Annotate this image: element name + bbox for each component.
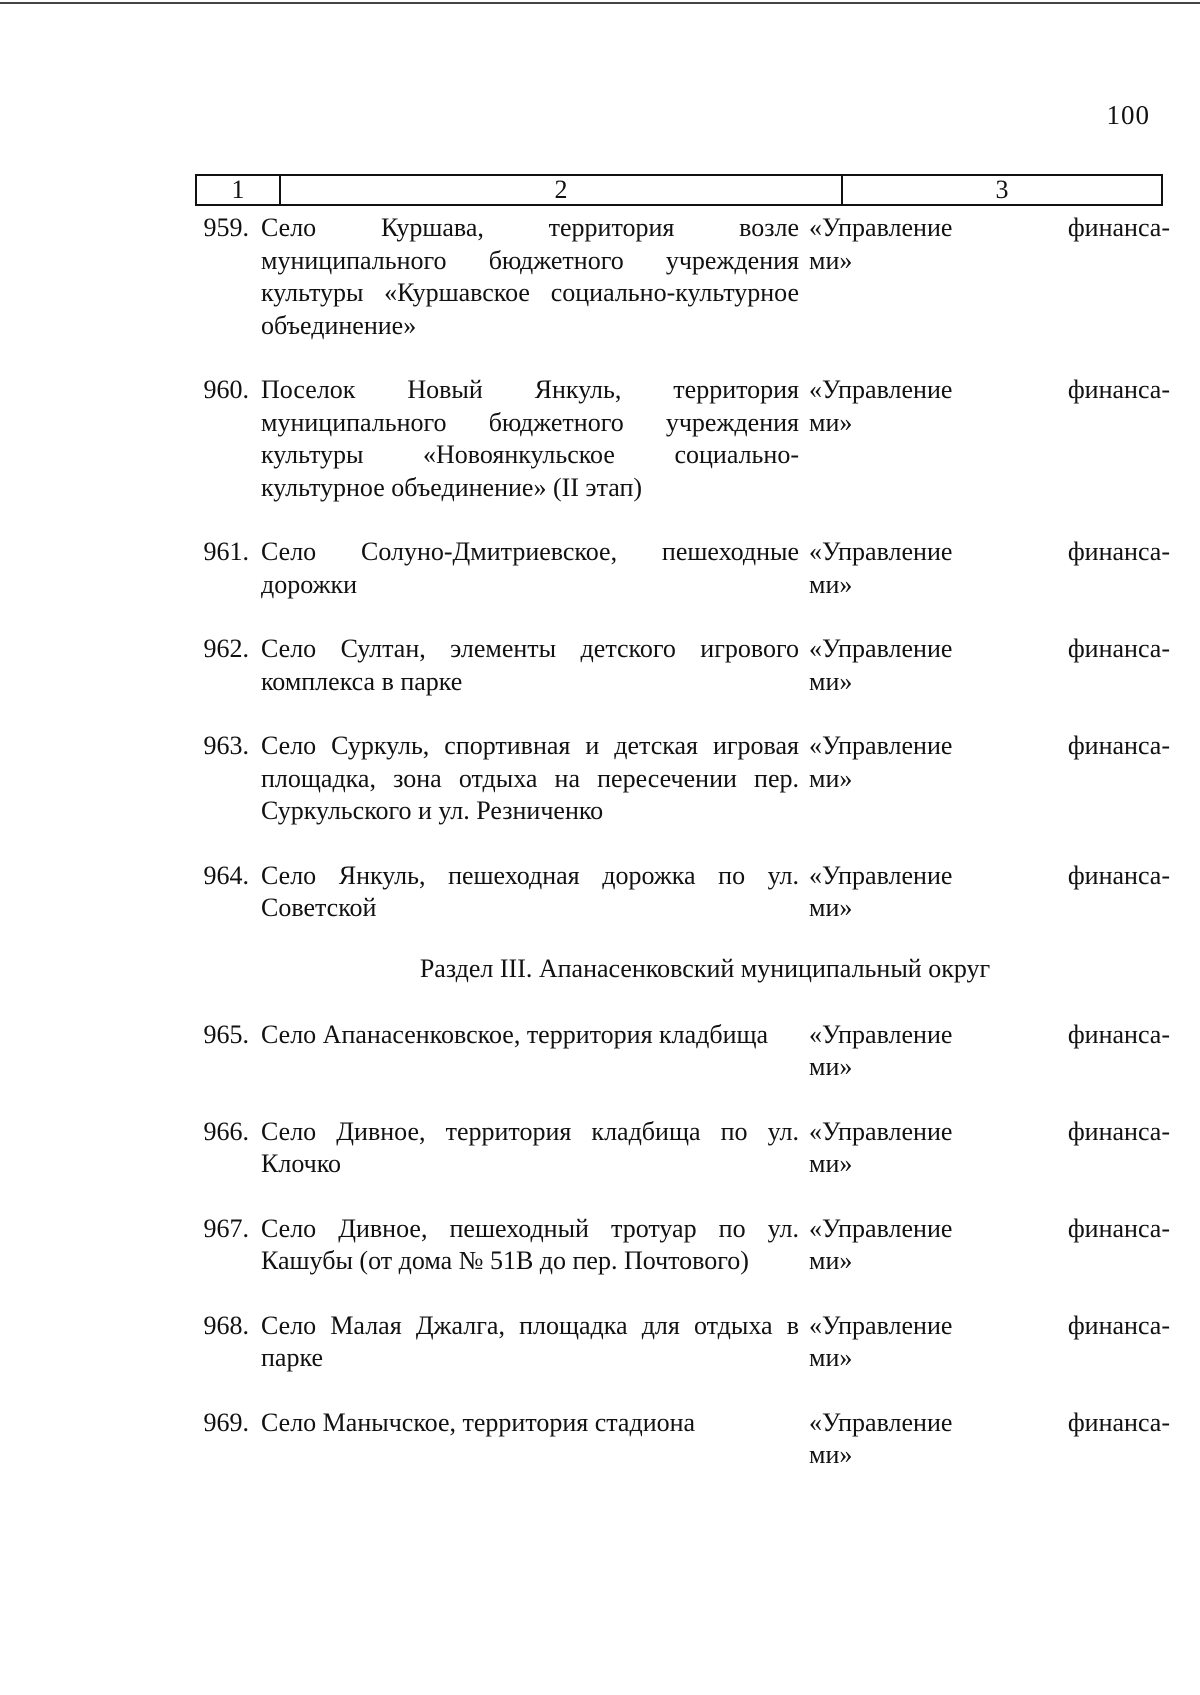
row-description: Село Дивное, пешеходный тротуар по ул. Кашубы (от дома № 51В до пер. Почтового) [261,1213,799,1275]
responsible-part-1: «Управление [809,1213,953,1243]
responsible-part-2: финанса- [1067,634,1170,663]
table-row [180,1310,1170,1375]
row-responsible [809,860,1170,925]
responsible-part-3: ми» [809,569,853,599]
responsible-part-1: «Управление [809,537,953,566]
table-row [180,1116,1170,1181]
row-responsible [809,1213,1170,1278]
responsible-part-2: финанса- [1067,860,1170,890]
responsible-part-2: финанса- [1067,537,1170,566]
row-number: 963. [203,731,249,760]
responsible-part-2: финанса- [1067,1310,1170,1340]
responsible-part-1: «Управление [809,634,953,663]
row-responsible [809,536,1170,601]
table-row [180,212,1170,342]
table-row [180,633,1170,698]
responsible-part-2: финанса- [1067,1019,1170,1049]
table-row [180,536,1170,601]
responsible-part-2: финанса- [1067,375,1170,404]
row-number: 968. [203,1310,249,1340]
row-description: Село Манычское, территория стадиона [261,1407,696,1437]
responsible-part-1: «Управление [809,860,953,890]
responsible-part-3: ми» [809,1343,853,1372]
table-header-row [195,174,1163,206]
row-description: Село Солуно-Дмитриевское, пешеходные дорожки [261,537,799,599]
responsible-part-3: ми» [809,666,853,696]
section-title: Раздел III. Апанасенковский муниципальный округ [419,953,991,983]
row-description: Село Куршава, территория возле муниципального бюджетного учреждения культуры «Куршавское социально-культурное объединение» [261,213,799,340]
responsible-part-1: «Управление [809,1019,953,1049]
responsible-part-2: финанса- [1067,1116,1170,1146]
row-description: Село Султан, элементы детского игрового комплекса в парке [261,634,799,696]
page-number: 100 [1106,100,1150,130]
responsible-part-3: ми» [809,1052,853,1081]
row-responsible [809,374,1170,504]
row-number: 969. [203,1407,249,1437]
top-rule [0,2,1200,4]
row-description: Поселок Новый Янкуль, территория муниципального бюджетного учреждения культуры «Новоянкульское социально-культурное объединение» (II этап) [261,375,799,502]
row-responsible [809,1407,1170,1472]
responsible-part-1: «Управление [809,1116,953,1146]
responsible-part-2: финанса- [1067,1407,1170,1437]
row-description: Село Малая Джалга, площадка для отдыха в парке [261,1310,799,1372]
responsible-part-2: финанса- [1067,731,1170,760]
row-responsible [809,212,1170,342]
table-row [180,1407,1170,1472]
row-responsible [809,1310,1170,1375]
row-number: 964. [203,860,249,890]
row-number: 961. [203,537,249,566]
responsible-part-3: ми» [809,407,853,437]
table-header-col-2: 2 [281,176,843,204]
responsible-part-1: «Управление [809,1407,953,1437]
table-body [180,212,1170,1504]
table-row [180,730,1170,828]
table-row [180,1019,1170,1084]
responsible-part-3: ми» [809,893,853,922]
responsible-part-1: «Управление [809,731,953,760]
table-header-col-3: 3 [995,175,1009,204]
table-row [180,374,1170,504]
responsible-part-3: ми» [809,245,853,275]
responsible-part-2: финанса- [1067,213,1170,242]
row-number: 965. [203,1019,249,1049]
responsible-part-3: ми» [809,1149,853,1178]
row-responsible [809,633,1170,698]
responsible-part-1: «Управление [809,213,953,242]
row-responsible [809,1116,1170,1181]
row-description: Село Апанасенковское, территория кладбища [261,1019,769,1049]
responsible-part-2: финанса- [1067,1213,1170,1243]
responsible-part-1: «Управление [809,1310,953,1340]
row-description: Село Суркуль, спортивная и детская игровая площадка, зона отдыха на пересечении пер. Суркульского и ул. Резниченко [261,731,799,825]
row-number: 960. [203,375,249,404]
responsible-part-3: ми» [809,1440,853,1469]
table-header-col-1: 1 [197,176,281,204]
row-number: 967. [203,1213,249,1243]
responsible-part-3: ми» [809,1246,853,1275]
table-row [180,860,1170,925]
table-row [180,1213,1170,1278]
row-responsible [809,1019,1170,1084]
row-number: 962. [203,634,249,663]
row-responsible [809,730,1170,828]
row-description: Село Дивное, территория кладбища по ул. Клочко [261,1116,799,1178]
row-number: 966. [203,1116,249,1146]
row-description: Село Янкуль, пешеходная дорожка по ул. Советской [261,860,799,922]
row-number: 959. [203,213,249,242]
responsible-part-1: «Управление [809,375,953,404]
responsible-part-3: ми» [809,763,853,793]
